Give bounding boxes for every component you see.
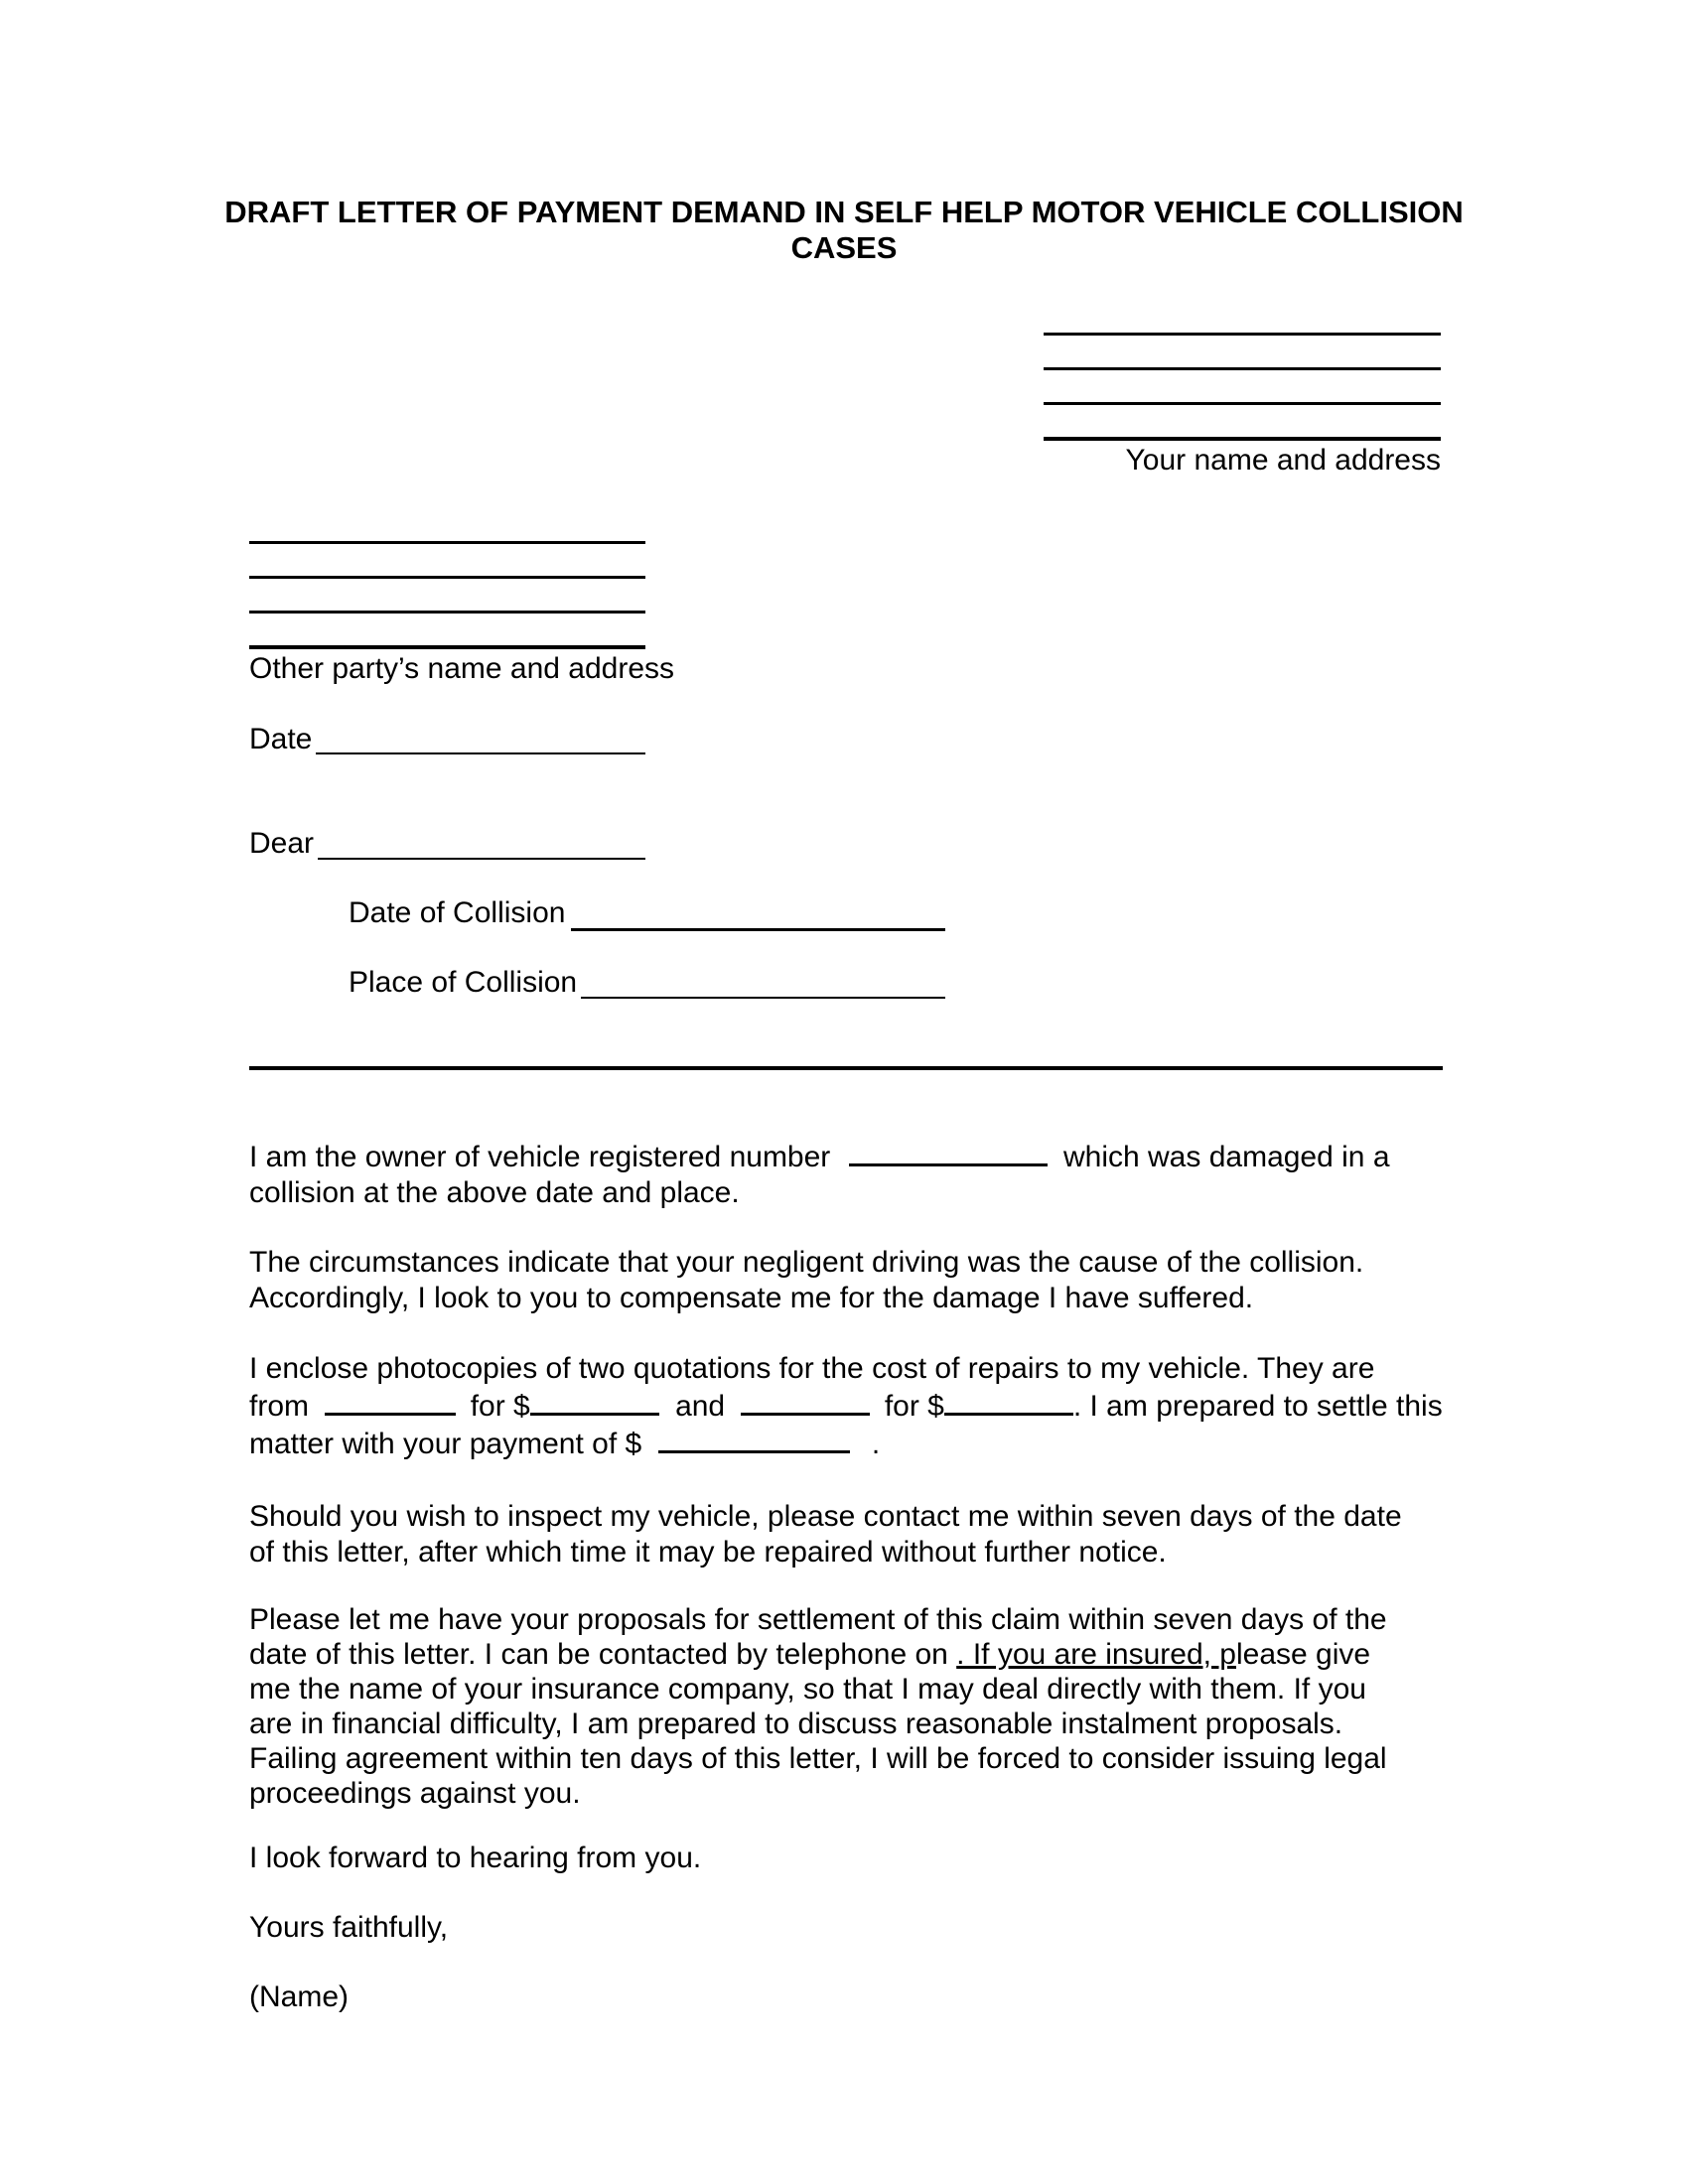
paragraph-negligence <box>249 1245 1480 1316</box>
title-line-2: CASES <box>790 230 898 265</box>
p1-text-a: I am the owner of vehicle registered number <box>249 1141 831 1173</box>
p3-for-1: for $ <box>470 1390 530 1423</box>
sender-address-line-1[interactable] <box>1044 333 1441 336</box>
p2-line-2: Accordingly, I look to you to compensate me for the damage I have suffered. <box>249 1282 1254 1314</box>
settlement-amount-field[interactable] <box>658 1425 850 1453</box>
section-divider <box>249 1066 1443 1070</box>
sender-address-line-2[interactable] <box>1044 367 1441 370</box>
document-title <box>149 195 1539 266</box>
p5-line-1: Please let me have your proposals for settlement of this claim within seven days of the <box>249 1603 1387 1636</box>
telephone-field[interactable]: . If you are insured, p <box>956 1638 1236 1671</box>
recipient-address-line-2[interactable] <box>249 576 645 579</box>
recipient-address-line-3[interactable] <box>249 611 645 614</box>
p3-line-1: I enclose photocopies of two quotations for the cost of repairs to my vehicle. They are <box>249 1352 1375 1385</box>
quote-2-amount-field[interactable] <box>944 1387 1073 1416</box>
quote-2-supplier-field[interactable] <box>741 1387 870 1416</box>
dear-label: Dear <box>249 827 315 860</box>
title-line-1: DRAFT LETTER OF PAYMENT DEMAND IN SELF HELP MOTOR VEHICLE COLLISION <box>224 195 1464 229</box>
collision-place-field[interactable] <box>581 997 945 999</box>
p5-line-3: me the name of your insurance company, so that I may deal directly with them. If you <box>249 1673 1366 1706</box>
p4-line-2: of this letter, after which time it may be repaired without further notice. <box>249 1536 1167 1569</box>
sender-caption: Your name and address <box>1125 444 1441 477</box>
sender-address-line-3[interactable] <box>1044 402 1441 405</box>
quote-1-amount-field[interactable] <box>530 1387 659 1416</box>
recipient-address-line-4[interactable] <box>249 645 645 649</box>
paragraph-inspection <box>249 1499 1480 1570</box>
p1-line-2: collision at the above date and place. <box>249 1176 740 1209</box>
p2-line-1: The circumstances indicate that your negligent driving was the cause of the collision. <box>249 1246 1364 1279</box>
paragraph-vehicle-owner <box>249 1138 1480 1211</box>
sign-off: Yours faithfully, <box>249 1911 449 1944</box>
date-field[interactable] <box>316 752 645 754</box>
p5-line-5: Failing agreement within ten days of this letter, I will be forced to consider issuing legal <box>249 1742 1387 1775</box>
collision-place-label: Place of Collision <box>349 966 578 999</box>
paragraph-settlement <box>249 1602 1480 1811</box>
recipient-caption: Other party’s name and address <box>249 652 675 685</box>
p4-line-1: Should you wish to inspect my vehicle, please contact me within seven days of the date <box>249 1500 1402 1533</box>
date-label: Date <box>249 723 313 755</box>
p3-for-2: for $ <box>884 1390 944 1423</box>
p5-line-6: proceedings against you. <box>249 1777 581 1810</box>
dear-field[interactable] <box>318 858 645 860</box>
p5-line-2a: date of this letter. I can be contacted by telephone on <box>249 1638 948 1671</box>
closing-sentence: I look forward to hearing from you. <box>249 1842 702 1874</box>
recipient-address-line-1[interactable] <box>249 541 645 544</box>
collision-date-field[interactable] <box>571 928 945 931</box>
p1-text-b: which was damaged in a <box>1062 1141 1390 1173</box>
signature-name: (Name) <box>249 1980 350 2013</box>
sender-address-line-4[interactable] <box>1044 437 1441 441</box>
p3-and: and <box>675 1390 726 1423</box>
p3-from: from <box>249 1390 309 1423</box>
p5-line-2c: lease give <box>1236 1638 1371 1671</box>
p3-line-3: matter with your payment of $ <box>249 1428 642 1460</box>
paragraph-quotations <box>249 1351 1480 1462</box>
registration-number-field[interactable] <box>849 1138 1048 1166</box>
p3-settle: . I am prepared to settle this <box>1072 1390 1443 1423</box>
p3-period: . <box>871 1428 881 1460</box>
p5-line-4: are in financial difficulty, I am prepared to discuss reasonable instalment proposals. <box>249 1707 1343 1740</box>
collision-date-label: Date of Collision <box>349 896 566 929</box>
quote-1-supplier-field[interactable] <box>325 1387 456 1416</box>
